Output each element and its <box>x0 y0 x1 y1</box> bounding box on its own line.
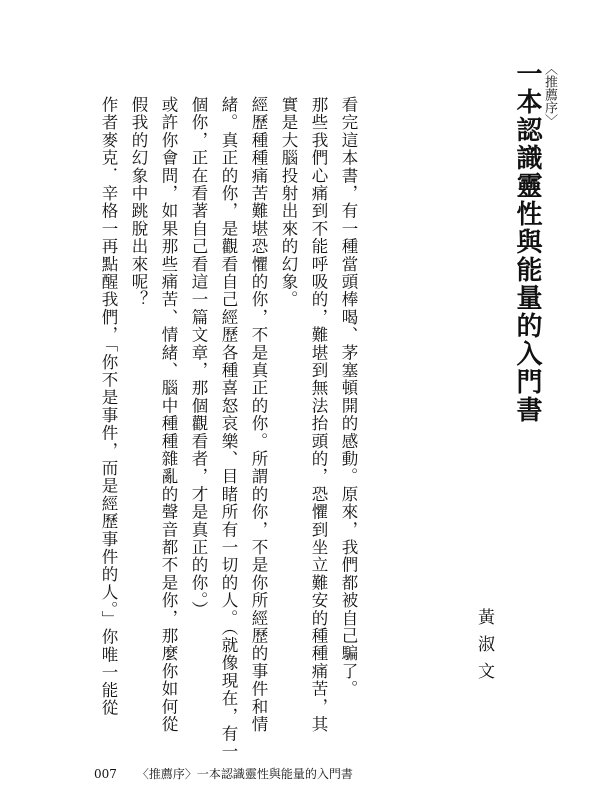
preface-label: 〈推薦序〉 <box>542 62 557 127</box>
body-line-1: 看完這本書，有一種當頭棒喝、茅塞頓開的感動。原來，我們都被自己騙了。 <box>339 96 358 698</box>
body-line-3: 實是大腦投射出來的幻象。 <box>279 96 298 309</box>
body-line-8: 假我的幻象中跳脫出來呢？ <box>129 96 148 309</box>
body-line-7: 或許你會問，如果那些痛苦、情緒、腦中種種雜亂的聲音都不是你，那麼你如何從 <box>159 96 178 734</box>
body-line-4: 經歷種種痛苦難堪恐懼的你，不是真正的你。所謂的你，不是你所經歷的事件和情 <box>249 96 268 734</box>
body-line-5: 緒。真正的你，是觀看自己經歷各種喜怒哀樂、目睹所有一切的人。（就像現在，有一 <box>219 96 238 761</box>
body-line-2: 那些我們心痛到不能呼吸的，難堪到無法抬頭的，恐懼到坐立難安的種種痛苦，其 <box>309 96 328 734</box>
page-footer <box>94 765 353 782</box>
page-number: 007 <box>94 767 117 781</box>
page-title: 一本認識靈性與能量的入門書 <box>512 60 542 424</box>
body-line-9: 作者麥克．辛格一再點醒我們，「你不是事件，而是經歷事件的人。」你唯一能從 <box>99 96 118 717</box>
author-name: 黃淑文 <box>474 608 494 689</box>
running-title: 〈推薦序〉一本認識靈性與能量的入門書 <box>136 767 353 781</box>
body-line-6: 個你，正在看著自己看這一篇文章，那個觀看者，才是真正的你。） <box>189 96 208 619</box>
